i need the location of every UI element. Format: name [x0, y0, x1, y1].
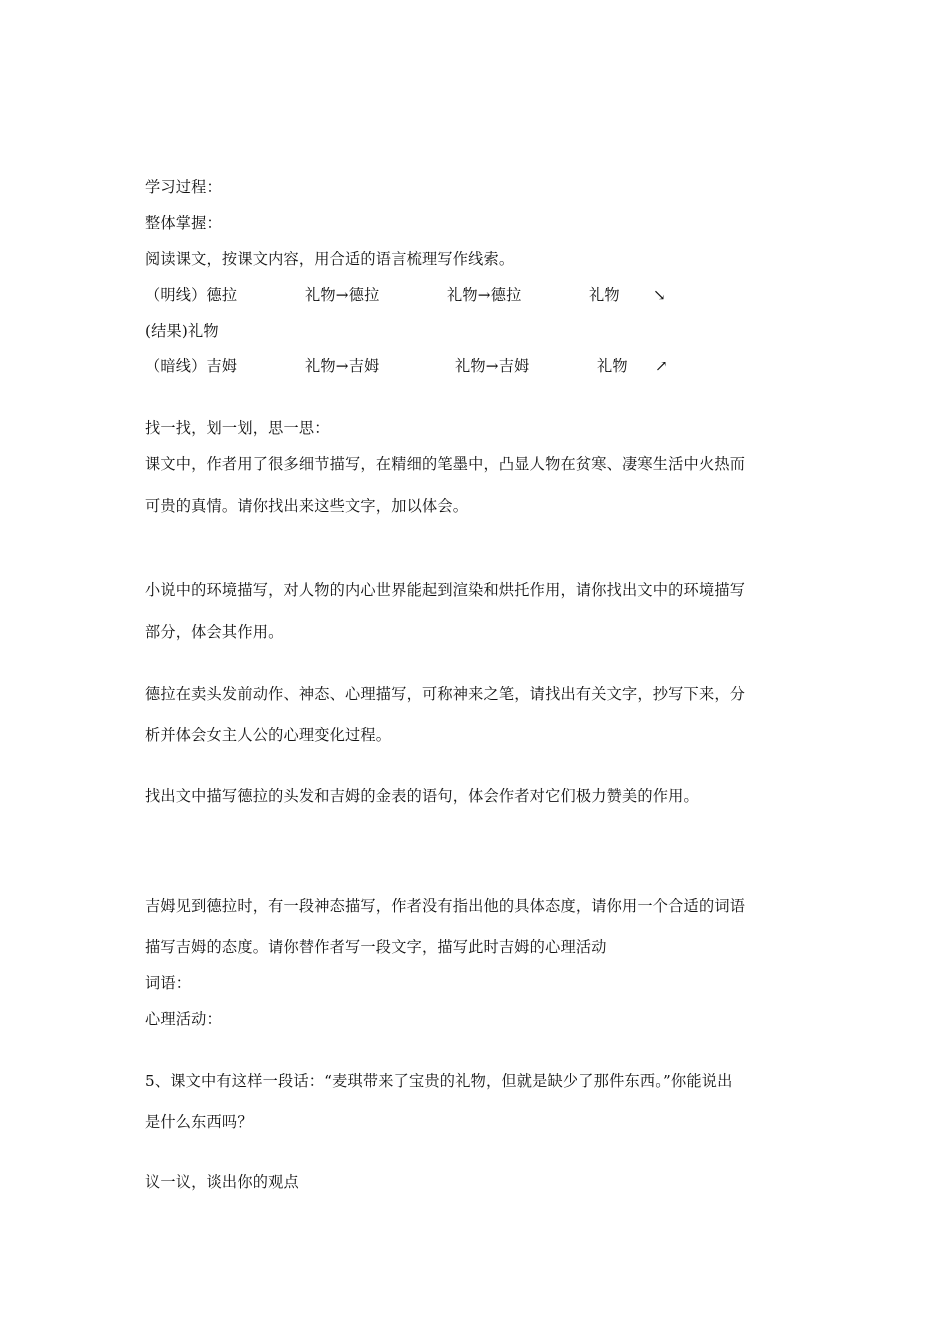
arrow-up-right-icon: ↗ [655, 357, 668, 375]
find-heading: 找一找，划一划，思一思： [145, 419, 330, 437]
discuss-heading: 议一议，谈出你的观点 [145, 1173, 299, 1191]
clue-dark-step3: 礼物 [597, 357, 628, 375]
clue-bright-label: （明线）德拉 [145, 286, 238, 304]
heading-learning-process: 学习过程： [145, 178, 222, 196]
detail-question-line2: 可贵的真情。请你找出来这些文字，加以体会。 [145, 497, 469, 515]
word-label: 词语： [145, 974, 192, 992]
environment-question-line2: 部分，体会其作用。 [145, 623, 284, 641]
question5-line1: 5、课文中有这样一段话：“麦琪带来了宝贵的礼物，但就是缺少了那件东西。”你能说出 [145, 1072, 733, 1090]
della-question-line1: 德拉在卖头发前动作、神态、心理描写，可称神来之笔，请找出有关文字，抄写下来，分 [145, 685, 746, 703]
clue-bright-step3: 礼物 [589, 286, 620, 304]
detail-question-line1: 课文中，作者用了很多细节描写，在精细的笔墨中，凸显人物在贫寒、凄寒生活中火热而 [145, 455, 746, 473]
hair-watch-question: 找出文中描写德拉的头发和吉姆的金表的语句，体会作者对它们极力赞美的作用。 [145, 787, 699, 805]
clue-bright-step1: 礼物→德拉 [305, 286, 380, 304]
clue-dark-step1: 礼物→吉姆 [305, 357, 380, 375]
clue-dark-step2: 礼物→吉姆 [455, 357, 530, 375]
clue-dark-label: （暗线）吉姆 [145, 357, 238, 375]
clue-bright-step2: 礼物→德拉 [447, 286, 522, 304]
della-question-line2: 析并体会女主人公的心理变化过程。 [145, 726, 392, 744]
clue-result: (结果)礼物 [145, 322, 219, 340]
arrow-down-right-icon: ↘ [653, 286, 666, 304]
psych-activity-label: 心理活动： [145, 1010, 222, 1028]
environment-question-line1: 小说中的环境描写，对人物的内心世界能起到渲染和烘托作用，请你找出文中的环境描写 [145, 581, 746, 599]
heading-overall-grasp: 整体掌握： [145, 214, 222, 232]
instruction-clue: 阅读课文，按课文内容，用合适的语言梳理写作线索。 [145, 250, 515, 268]
jim-question-line1: 吉姆见到德拉时，有一段神态描写，作者没有指出他的具体态度，请你用一个合适的词语 [145, 897, 746, 915]
question5-line2: 是什么东西吗？ [145, 1113, 253, 1131]
jim-question-line2: 描写吉姆的态度。请你替作者写一段文字，描写此时吉姆的心理活动 [145, 938, 607, 956]
